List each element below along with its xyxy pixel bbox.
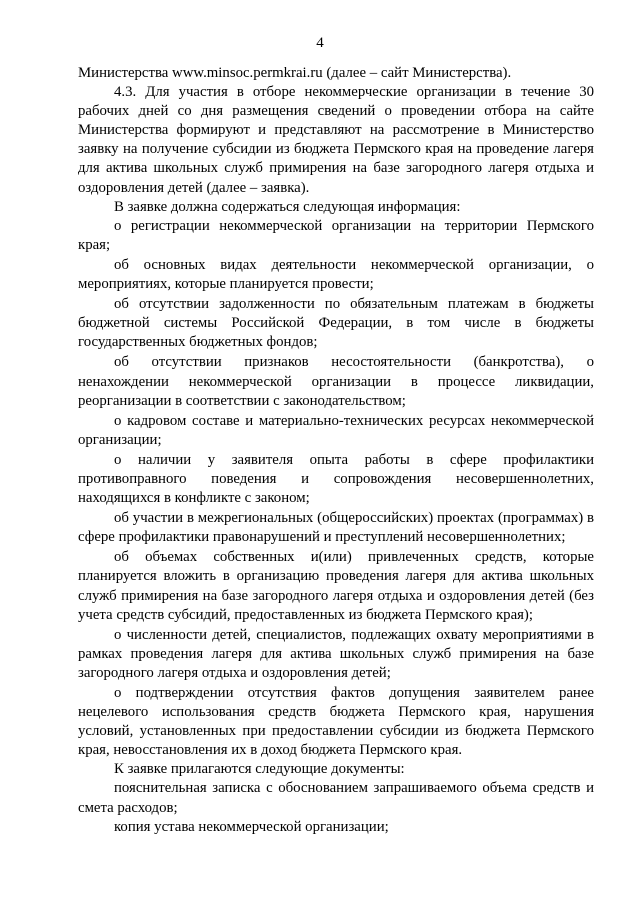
list-item-staff-resources: о кадровом составе и материально-технических ресурсах некоммерческой организации; (78, 412, 594, 448)
document-body (78, 64, 594, 837)
list-item-experience: о наличии у заявителя опыта работы в сфере профилактики противоправного поведения и сопровождения несовершеннолетних, находящихся в конфликте с законом; (78, 451, 594, 507)
list-item-interregional-projects: об участии в межрегиональных (общероссийских) проектах (программах) в сфере профилактики правонарушений и преступлений несовершеннолетних; (78, 510, 594, 546)
list-item-participants-count: о численности детей, специалистов, подлежащих охвату мероприятиями в рамках проведения лагеря для актива школьных служб примирения на базе загородного лагеря отдыха и оздоровления детей; (78, 626, 594, 681)
list-item-no-bankruptcy: об отсутствии признаков несостоятельности (банкротства), о ненахождении некоммерческой организации в процессе ликвидации, реорганизации в соответствии с законодательством; (78, 354, 594, 409)
paragraph-4-3: 4.3. Для участия в отборе некоммерческие организации в течение 30 рабочих дней со дня размещения сведений о проведении отбора на сайте Министерства формируют и представляют на рассмотрение в Министерство заявку на получение субсидии из бюджета Пермского края на проведение лагеря для актива школьных служб примирения на базе загородного лагеря отдыха и оздоровления детей (далее – заявка). (78, 84, 594, 196)
paragraph-attached-documents-intro: К заявке прилагаются следующие документы: (114, 761, 405, 778)
list-item-explanatory-note: пояснительная записка с обоснованием запрашиваемого объема средств и смета расходов; (78, 780, 594, 816)
list-item-own-funds: об объемах собственных и(или) привлеченных средств, которые планируется вложить в организацию проведения лагеря для актива школьных служб примирения на базе загородного лагеря отдыха и оздоровления детей (без учета средств субсидий, предоставленных из бюджета Пермского края); (78, 549, 594, 623)
list-item-charter-copy: копия устава некоммерческой организации; (114, 818, 389, 835)
list-item-main-activities: об основных видах деятельности некоммерческой организации, о мероприятиях, которые планируется провести; (78, 256, 594, 293)
page-number: 4 (316, 35, 324, 51)
list-item-registration: о регистрации некоммерческой организации на территории Пермского края; (78, 217, 594, 253)
list-item-no-misuse: о подтверждении отсутствия фактов допущения заявителем ранее нецелевого использования средств бюджета Пермского края, нарушения условий, установленных при предоставлении субсидии из бюджета Пермского края, невосстановления их в доход бюджета Пермского края. (78, 685, 594, 759)
list-item-no-debts: об отсутствии задолженности по обязательным платежам в бюджеты бюджетной системы Российской Федерации, в том числе в бюджеты государственных бюджетных фондов; (78, 296, 594, 351)
paragraph-application-contents-intro: В заявке должна содержаться следующая информация: (114, 198, 461, 215)
paragraph-website-continuation: Министерства www.minsoc.permkrai.ru (далее – сайт Министерства). (78, 65, 512, 81)
